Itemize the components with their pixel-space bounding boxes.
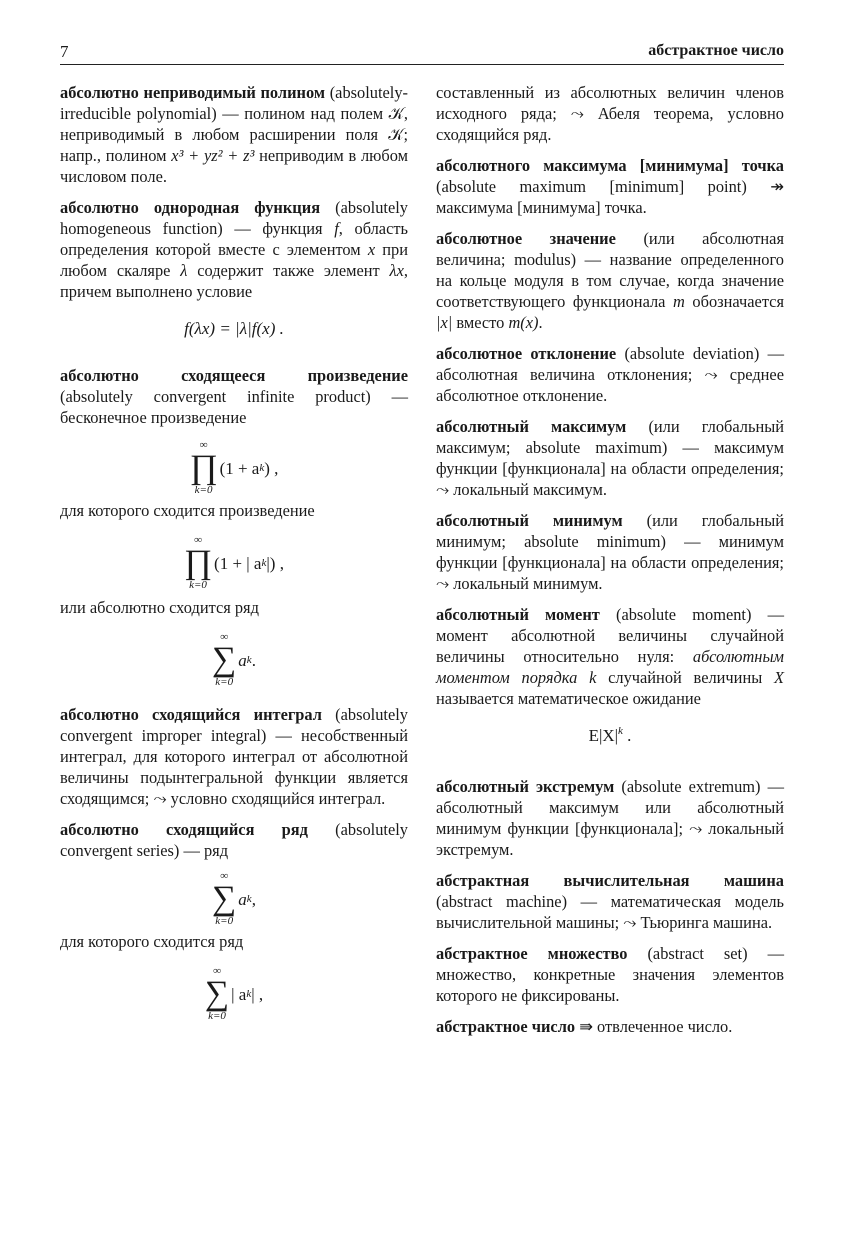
product-operator <box>184 535 212 591</box>
upper-limit: ∞ <box>220 870 229 882</box>
entry-absolutely-convergent-series <box>60 819 408 861</box>
sum-symbol: ∑ <box>212 880 237 917</box>
entry-text: неприводим в любом числовом поле. <box>60 146 409 186</box>
entry-absolutely-convergent-integral <box>60 704 408 809</box>
entry-text: , причем выполнено условие <box>60 261 409 301</box>
entry-term: абстрактное множество <box>436 944 628 963</box>
page-number: 7 <box>60 42 69 61</box>
sum-operator <box>212 632 236 688</box>
subscript: k <box>246 892 252 905</box>
entry-text: ⇛ отвлеченное число. <box>575 1017 733 1036</box>
sum-symbol: ∑ <box>212 641 237 678</box>
formula-text: a <box>238 889 247 909</box>
superscript: k <box>618 725 623 737</box>
display-formula-product-1 <box>60 432 408 496</box>
sum-operator <box>205 966 229 1022</box>
entry-absolute-maximum <box>436 416 784 500</box>
subscript: k <box>246 653 252 666</box>
formula-text: ) , <box>264 458 279 478</box>
upper-limit: ∞ <box>194 534 202 546</box>
entry-term: абстрактное число <box>436 1017 576 1036</box>
formula-text: | a <box>231 984 247 1004</box>
entry-term: абсолютно однородная функция <box>60 198 321 217</box>
entry-text: (absolute extremum) — абсолютный максимум или абсолютный минимум функции [функционала]; ⤳ локальный экстремум. <box>436 777 784 859</box>
math-var: λx <box>389 261 404 280</box>
entry-abstract-number <box>436 1016 784 1037</box>
entry-text: (absolutely-irreducible polynomial) — полином над полем 𝒦, неприводимый в любом расширении поля 𝒦; напр., полином <box>60 83 408 165</box>
entry-term: абсолютный максимум <box>436 417 627 436</box>
formula-text: E|X| <box>588 726 619 745</box>
product-symbol: ∏ <box>184 544 213 581</box>
formula-text: (1 + a <box>219 458 260 478</box>
entry-absolute-value <box>436 228 784 333</box>
display-formula <box>60 318 408 339</box>
entry-text: (или глобальный максимум; absolute maximum) — максимум функции [функционала] на области определения; ⤳ локальный максимум. <box>436 417 784 499</box>
lower-limit: k=0 <box>194 484 213 496</box>
entry-term: абсолютного максимума [минимума] точка <box>436 156 784 175</box>
math-var: m(x) <box>508 313 539 332</box>
display-formula-sum-2 <box>60 863 408 927</box>
math-var: X <box>774 668 785 687</box>
entry-text: , область определения которой вместе с элементом <box>60 219 408 259</box>
math-var: f <box>334 219 339 238</box>
formula-text: a <box>238 650 247 670</box>
upper-limit: ∞ <box>199 439 208 451</box>
running-head: абстрактное число <box>648 42 784 59</box>
lower-limit: k=0 <box>208 1010 226 1022</box>
entry-text: (abstract set) — множество, конкретные значения элементов которого не фиксированы. <box>436 944 784 1005</box>
entry-text: (или абсолютная величина; modulus) — название определенного на кольце модуля в том случае, когда значение соответствующего функционала <box>436 229 784 311</box>
entry-term: абсолютный момент <box>436 605 600 624</box>
product-symbol: ∏ <box>189 449 218 486</box>
entry-term: абсолютное отклонение <box>436 344 617 363</box>
math-var: m <box>673 292 685 311</box>
entry-term: абсолютно неприводимый полином <box>60 83 326 102</box>
math-var: |x| <box>436 313 453 332</box>
display-formula-sum-3 <box>60 958 408 1022</box>
upper-limit: ∞ <box>220 631 229 643</box>
entry-absolute-deviation <box>436 343 784 406</box>
entry-text: (absolute deviation) — абсолютная величина отклонения; ⤳ среднее абсолютное отклонение. <box>436 344 784 405</box>
upper-limit: ∞ <box>213 965 221 977</box>
display-formula-product-2 <box>60 527 408 591</box>
entry-absolute-minimum <box>436 510 784 594</box>
subscript: k <box>246 987 252 1000</box>
entry-text: (absolutely homogeneous function) — функция <box>60 198 408 238</box>
display-formula-expectation <box>436 721 784 746</box>
math-var: λ <box>180 261 188 280</box>
entry-text: обозначается <box>684 292 784 311</box>
formula-text: |) , <box>266 553 284 573</box>
entry-absolute-extremum <box>436 776 784 860</box>
product-operator <box>190 440 218 496</box>
formula-text: . <box>622 726 632 745</box>
entry-absolutely-irreducible-polynomial <box>60 82 408 187</box>
entry-term: абсолютно сходящийся интеграл <box>60 705 322 724</box>
entry-term: абсолютно сходящееся произведение <box>60 366 408 385</box>
entry-text: (absolutely convergent infinite product) — бесконечное произведение <box>60 387 408 427</box>
math-var: x <box>367 240 376 259</box>
entry-text: (absolutely convergent series) — ряд <box>60 820 408 860</box>
entry-text: при любом скаляре <box>60 240 408 280</box>
subscript: k <box>261 556 267 569</box>
entry-term: абсолютный минимум <box>436 511 623 530</box>
entry-text: вместо <box>452 313 509 332</box>
left-column <box>60 82 408 1022</box>
entry-term: абсолютный экстремум <box>436 777 615 796</box>
right-column <box>436 82 784 1047</box>
entry-text: называется математическое ожидание <box>436 689 701 708</box>
entry-italic-text: абсолютным моментом порядка <box>436 647 784 687</box>
entry-text: содержит также элемент <box>187 261 390 280</box>
entry-text: (или глобальный минимум; absolute minimum) — минимум функции [функционала] на области определения; ⤳ локальный минимум. <box>436 511 784 593</box>
entry-text: (abstract machine) — математическая модель вычислительной машины; ⤳ Тьюринга машина. <box>436 892 784 932</box>
page-header <box>60 38 784 65</box>
sum-symbol: ∑ <box>204 975 230 1012</box>
math-var: k <box>589 668 597 687</box>
sum-operator <box>212 871 236 927</box>
entry-text: (absolute maximum [minimum] point) ↠ максимума [минимума] точка. <box>436 177 784 217</box>
inline-formula: x³ + yz² + z³ <box>171 146 255 165</box>
entry-term: абсолютное значение <box>436 229 616 248</box>
entry-text: случайной величины <box>596 668 774 687</box>
entry-abstract-set <box>436 943 784 1006</box>
formula-text: . <box>251 650 256 670</box>
entry-text: (absolutely convergent improper integral) — несобственный интеграл, для которого интеграл от абсолютной величины подынтегральной функции является сходящимся; ⤳ условно сходящийся интеграл. <box>60 705 408 808</box>
subscript: k <box>259 461 265 474</box>
entry-text: для которого сходится ряд <box>60 932 244 951</box>
formula-text: | , <box>251 984 264 1004</box>
formula-text: (1 + | a <box>214 553 262 573</box>
entry-term: абстрактная вычислительная машина <box>436 871 784 890</box>
entry-text: (absolute moment) — момент абсолютной величины случайной величины относительно нуля: <box>436 605 784 666</box>
formula-text: f(λx) = |λ|f(x) . <box>184 319 284 338</box>
formula-text: , <box>251 889 256 909</box>
lower-limit: k=0 <box>215 915 234 927</box>
entry-text: или абсолютно сходится ряд <box>60 598 259 617</box>
entry-absolute-moment <box>436 604 784 709</box>
entry-abstract-machine <box>436 870 784 933</box>
entry-text: для которого сходится произведение <box>60 501 315 520</box>
entry-absolutely-homogeneous-function <box>60 197 408 302</box>
entry-text: . <box>538 313 543 332</box>
entry-absolute-extremum-point <box>436 155 784 218</box>
entry-absolutely-convergent-product <box>60 365 408 428</box>
lower-limit: k=0 <box>215 676 234 688</box>
lower-limit: k=0 <box>189 579 207 591</box>
entry-term: абсолютно сходящийся ряд <box>60 820 308 839</box>
display-formula-sum-1 <box>60 624 408 688</box>
entry-continuation: составленный из абсолютных величин членов исходного ряда; ⤳ Абеля теорема, условно сходящийся ряд. <box>436 83 784 144</box>
